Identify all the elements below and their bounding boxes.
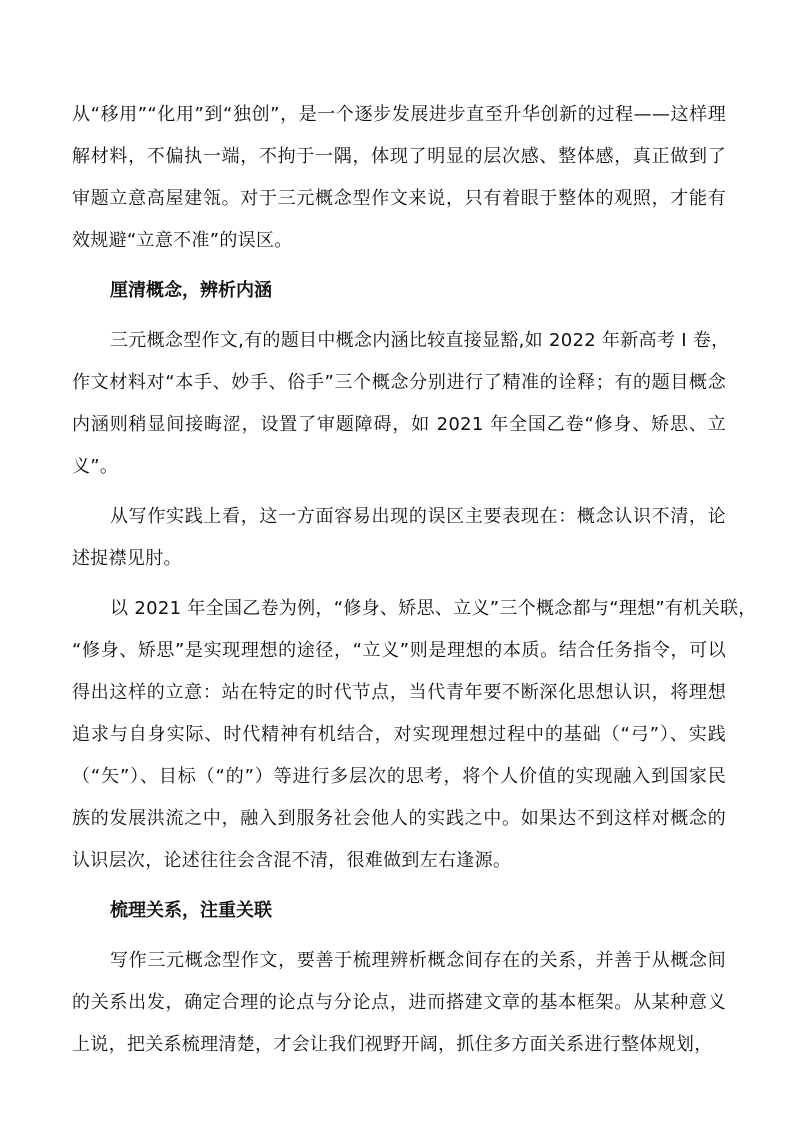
paragraph-line: 从“移用”“化用”到“独创”，是一个逐步发展进步直至升华创新的过程——这样理 (72, 104, 726, 125)
paragraph-line: 得出这样的立意：站在特定的时代节点，当代青年要不断深化思想认识，将理想 (72, 682, 726, 703)
paragraph-line: 写作三元概念型作文，要善于梳理辨析概念间存在的关系，并善于从概念间 (110, 950, 726, 971)
paragraph (72, 94, 726, 262)
document-page (72, 94, 757, 1074)
paragraph (72, 496, 726, 580)
paragraph-line: 上说，把关系梳理清楚，才会让我们视野开阔，抓住多方面关系进行整体规划， (72, 1034, 713, 1055)
paragraph-line: （“矢”）、目标（“的”）等进行多层次的思考，将个人价值的实现融入到国家民 (72, 766, 726, 787)
paragraph (72, 588, 757, 882)
paragraph (72, 320, 730, 488)
section-heading: 梳理关系，注重关联 (110, 900, 272, 921)
paragraph-line: 追求与自身实际、时代精神有机结合，对实现理想过程中的基础（“弓”）、实践 (72, 724, 726, 745)
paragraph (72, 940, 726, 1066)
paragraph-line: “修身、矫思”是实现理想的途径，“立义”则是理想的本质。结合任务指令，可以 (72, 640, 726, 661)
paragraph-line: 三元概念型作文,有的题目中概念内涵比较直接显豁,如 2022 年新高考 I 卷， (110, 330, 730, 351)
paragraph-line: 从写作实践上看，这一方面容易出现的误区主要表现在：概念认识不清，论 (110, 506, 726, 527)
paragraph-line: 效规避“立意不准”的误区。 (72, 230, 293, 251)
section-heading: 厘清概念，辨析内涵 (110, 280, 272, 301)
paragraph-line: 作文材料对“本手、妙手、俗手”三个概念分别进行了精准的诠释；有的题目概念 (72, 372, 726, 393)
paragraph-line: 以 2021 年全国乙卷为例，“修身、矫思、立义”三个概念都与“理想”有机关联， (110, 598, 757, 619)
paragraph-line: 解材料，不偏执一端，不拘于一隅，体现了明显的层次感、整体感，真正做到了 (72, 146, 726, 167)
paragraph-line: 内涵则稍显间接晦涩，设置了审题障碍，如 2021 年全国乙卷“修身、矫思、立 (72, 414, 726, 435)
paragraph-line: 述捉襟见肘。 (72, 548, 182, 569)
paragraph-line: 认识层次，论述往往会含混不清，很难做到左右逢源。 (72, 850, 512, 871)
paragraph-line: 的关系出发，确定合理的论点与分论点，进而搭建文章的基本框架。从某种意义 (72, 992, 726, 1013)
paragraph-line: 审题立意高屋建瓴。对于三元概念型作文来说，只有着眼于整体的观照，才能有 (72, 188, 726, 209)
paragraph-line: 族的发展洪流之中，融入到服务社会他人的实践之中。如果达不到这样对概念的 (72, 808, 726, 829)
paragraph-line: 义”。 (72, 456, 119, 477)
